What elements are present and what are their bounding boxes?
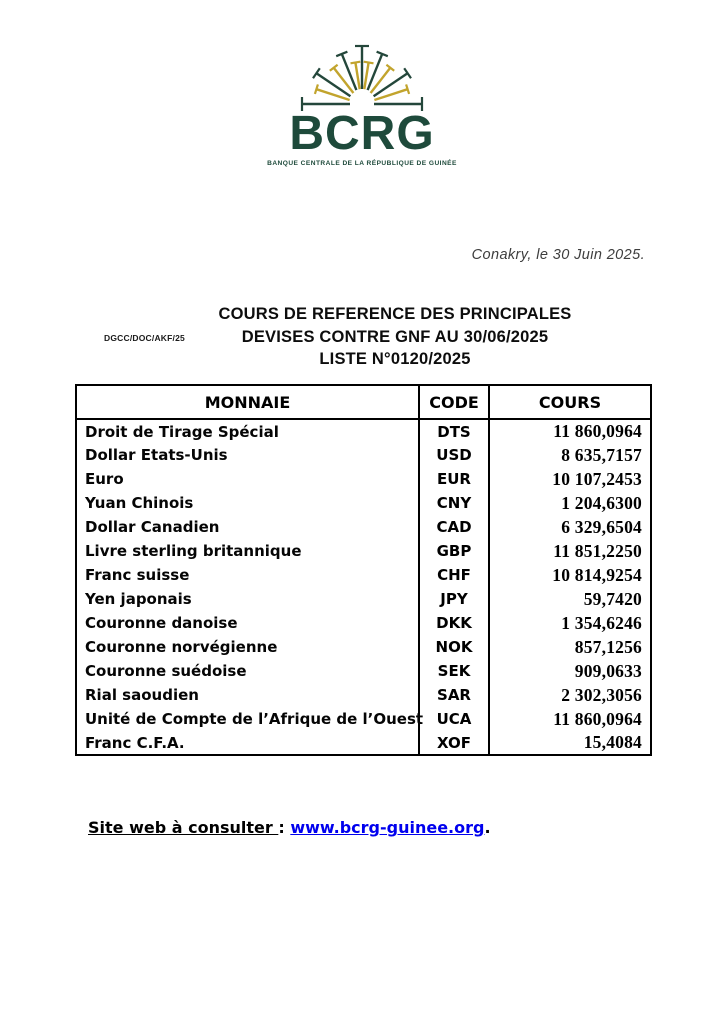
table-row: [76, 707, 651, 731]
website-link[interactable]: www.bcrg-guinee.org: [290, 818, 485, 837]
table-row: [76, 731, 651, 755]
document-title: [145, 303, 645, 371]
sunburst-rays-icon: [292, 42, 432, 114]
currency-name: Couronne danoise: [76, 611, 419, 635]
logo-subtitle: BANQUE CENTRALE DE LA RÉPUBLIQUE DE GUINÉE: [267, 160, 457, 167]
website-label: Site web à consulter: [88, 818, 279, 837]
website-period: .: [484, 818, 491, 837]
column-header-code: CODE: [419, 385, 489, 419]
currency-code: CAD: [419, 515, 489, 539]
currency-rate: 2 302,3056: [489, 683, 651, 707]
currency-rate: 15,4084: [489, 731, 651, 755]
currency-rate: 10 814,9254: [489, 563, 651, 587]
currency-name: Couronne suédoise: [76, 659, 419, 683]
currency-code: EUR: [419, 467, 489, 491]
currency-code: XOF: [419, 731, 489, 755]
currency-code: DTS: [419, 419, 489, 443]
currency-rate: 59,7420: [489, 587, 651, 611]
currency-code: UCA: [419, 707, 489, 731]
table-row: [76, 683, 651, 707]
website-colon: :: [278, 818, 285, 837]
currency-name: Yuan Chinois: [76, 491, 419, 515]
currency-rate: 11 851,2250: [489, 539, 651, 563]
table-row: [76, 419, 651, 443]
currency-code: GBP: [419, 539, 489, 563]
currency-rate: 6 329,6504: [489, 515, 651, 539]
currency-name: Droit de Tirage Spécial: [76, 419, 419, 443]
currency-rate: 11 860,0964: [489, 419, 651, 443]
currency-rate: 8 635,7157: [489, 443, 651, 467]
bcrg-logo: [252, 42, 472, 167]
currency-rate: 11 860,0964: [489, 707, 651, 731]
currency-rate: 10 107,2453: [489, 467, 651, 491]
table-row: [76, 467, 651, 491]
currency-name: Euro: [76, 467, 419, 491]
exchange-rates-table: [75, 384, 652, 756]
currency-name: Dollar Canadien: [76, 515, 419, 539]
currency-name: Dollar Etats-Unis: [76, 443, 419, 467]
currency-code: CHF: [419, 563, 489, 587]
table-row: [76, 611, 651, 635]
currency-name: Franc suisse: [76, 563, 419, 587]
currency-code: SEK: [419, 659, 489, 683]
column-header-cours: COURS: [489, 385, 651, 419]
currency-name: Rial saoudien: [76, 683, 419, 707]
table-row: [76, 587, 651, 611]
currency-rate: 857,1256: [489, 635, 651, 659]
title-line-2: DEVISES CONTRE GNF AU 30/06/2025: [241, 327, 549, 346]
currency-name: Couronne norvégienne: [76, 635, 419, 659]
table-row: [76, 563, 651, 587]
currency-code: NOK: [419, 635, 489, 659]
currency-code: CNY: [419, 491, 489, 515]
currency-name: Unité de Compte de l’Afrique de l’Ouest: [76, 707, 419, 731]
currency-code: DKK: [419, 611, 489, 635]
currency-code: USD: [419, 443, 489, 467]
table-row: [76, 635, 651, 659]
currency-code: JPY: [419, 587, 489, 611]
currency-name: Yen japonais: [76, 587, 419, 611]
currency-code: SAR: [419, 683, 489, 707]
currency-name: Livre sterling britannique: [76, 539, 419, 563]
website-line: [88, 818, 491, 837]
table-header-row: [76, 385, 651, 419]
title-line-1: COURS DE REFERENCE DES PRINCIPALES: [218, 305, 572, 323]
table-row: [76, 539, 651, 563]
logo-acronym: BCRG: [289, 107, 435, 160]
date-line: Conakry, le 30 Juin 2025.: [471, 247, 645, 263]
currency-name: Franc C.F.A.: [76, 731, 419, 755]
table-row: [76, 659, 651, 683]
title-line-3: LISTE N°0120/2025: [319, 350, 471, 368]
currency-rate: 909,0633: [489, 659, 651, 683]
column-header-monnaie: MONNAIE: [76, 385, 419, 419]
table-row: [76, 443, 651, 467]
currency-rate: 1 354,6246: [489, 611, 651, 635]
currency-rate: 1 204,6300: [489, 491, 651, 515]
document-reference: DGCC/DOC/AKF/25: [104, 333, 185, 343]
table-row: [76, 515, 651, 539]
table-row: [76, 491, 651, 515]
